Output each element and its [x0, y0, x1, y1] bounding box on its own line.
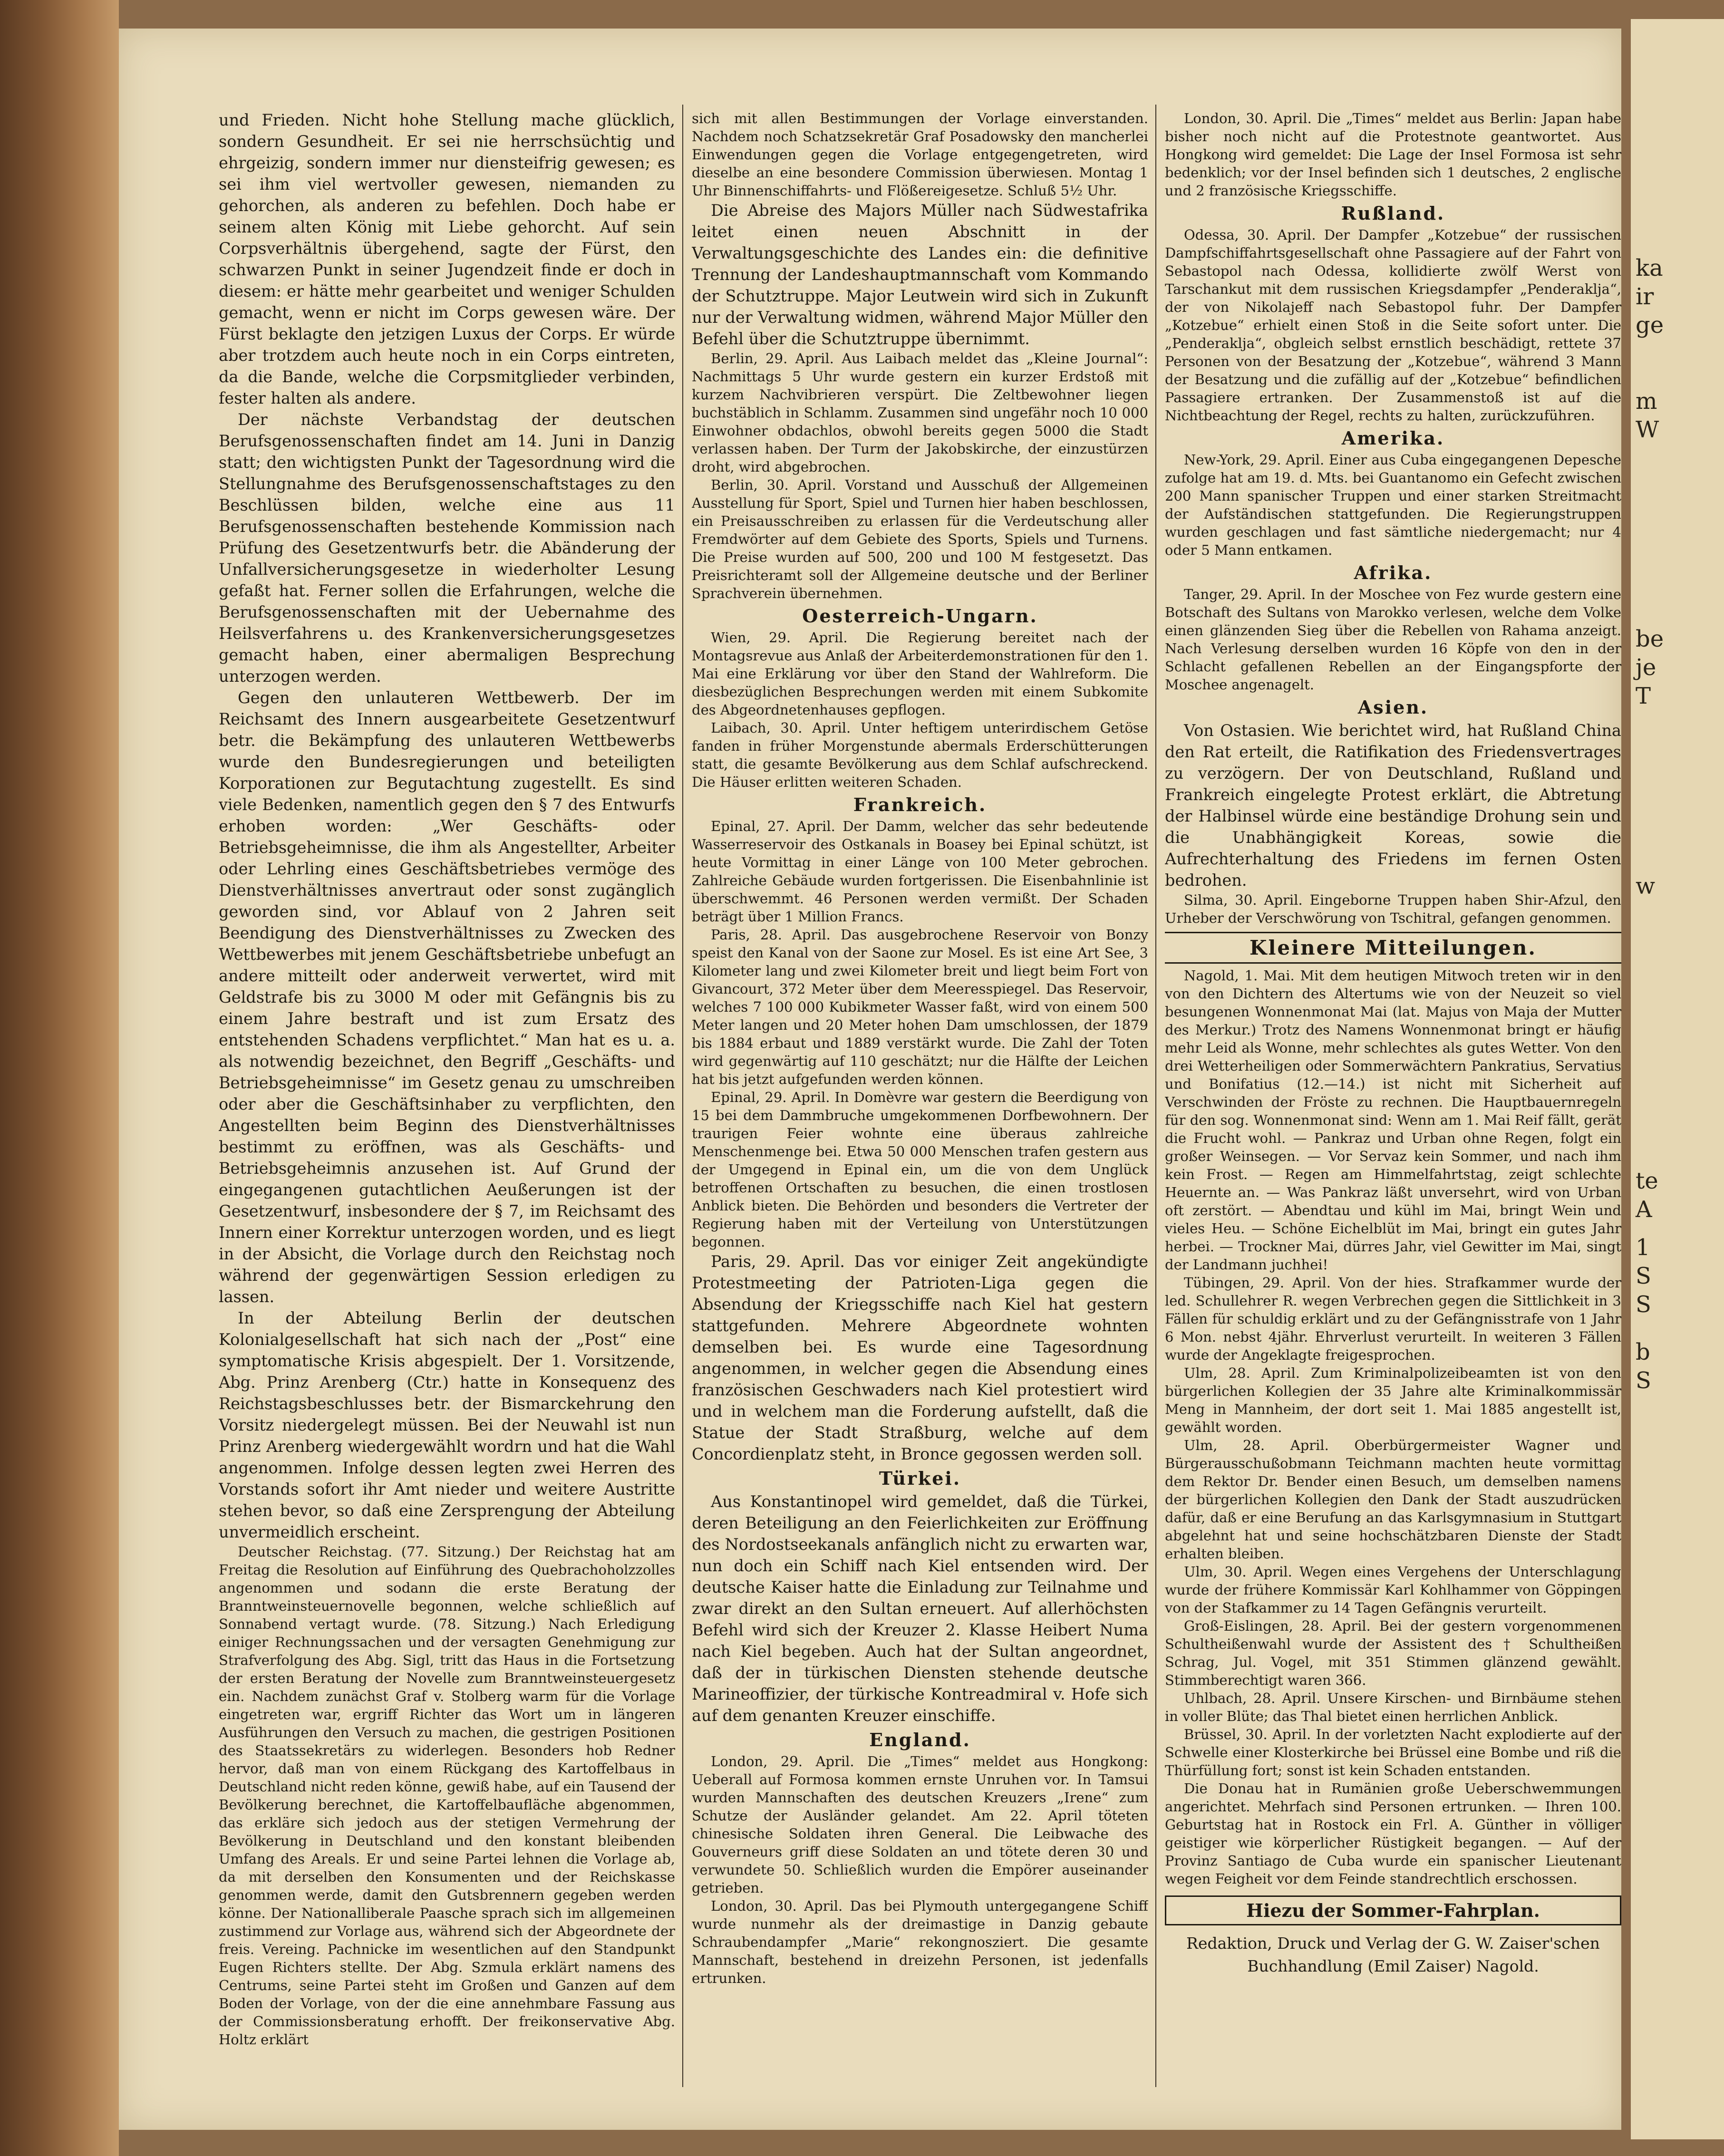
- article-col3-p8: Tübingen, 29. April. Von der hies. Strafkammer wurde der led. Schullehrer R. wegen Verbrechen gegen die Sittlichkeit in 3 Fällen für schuldig erklärt und zu der Gefängnisstrafe von 1 Jahr 6 Mon. nebst 4jähr. Ehrverlust verurteilt. In weiteren 3 Fällen wurde der Angeklagte freigesprochen.: [1165, 1275, 1621, 1363]
- section-heading-oesterreich: Oesterreich-Ungarn.: [802, 605, 1038, 627]
- article-col2-p13: London, 30. April. Das bei Plymouth untergegangene Schiff wurde nunmehr als der dreimastige in Danzig gebaute Schraubendampfer „Marie“ rekongnosziert. Die gesamte Mannschaft, bestehend in dreizehn Personen, ist jedenfalls ertrunken.: [692, 1898, 1148, 1986]
- next-page-fragment: be: [1636, 626, 1664, 652]
- next-page-fragment: je: [1636, 654, 1656, 681]
- next-page-fragment: w: [1636, 873, 1656, 899]
- article-col3-p5: Von Ostasien. Wie berichtet wird, hat Rußland China den Rat erteilt, die Ratifikation des Friedensvertrages zu verzögern. Der von Deutschland, Rußland und Frankreich eingelegte Protest erklärt, die Abtretung der Halbinsel würde eine beständige Drohung sein und die Unabhängigkeit Koreas, sowie die Aufrechterhaltung des Friedens im fernen Osten bedrohen.: [1165, 721, 1621, 889]
- article-col3-p13: Uhlbach, 28. April. Unsere Kirschen- und Birnbäume stehen in voller Blüte; das Thal bietet einen herrlichen Anblick.: [1165, 1690, 1621, 1724]
- article-col3-p3: New-York, 29. April. Einer aus Cuba eingegangenen Depesche zufolge hat am 19. d. Mts. bei Guantanomo ein Gefecht zwischen 200 Mann spanischer Truppen und einer starken Streitmacht der Aufständischen stattgefunden. Die Regierungstruppen wurden geschlagen und fast sämtliche niedergemacht; nur 4 oder 5 Mann entkamen.: [1165, 452, 1621, 558]
- article-col3-p2: Odessa, 30. April. Der Dampfer „Kotzebue“ der russischen Dampfschiffahrtsgesellschaft ohne Passagiere auf der Fahrt von Sebastopol nach Odessa, kollidierte zwölf Werst von Tarschankut mit dem russischen Kriegsdampfer „Penderaklja“, der von Nikolajeff nach Sebastopol fuhr. Der Dampfer „Kotzebue“ erhielt einen Stoß in die Seite sofort unter. Die „Penderaklja“, obgleich selbst ernstlich beschädigt, rettete 37 Personen von der Besatzung der „Kotzebue“, während 3 Mann der Besatzung und die zufällig auf der „Kotzebue“ befindlichen Passagiere ertranken. Der Zusammenstoß ist auf die Nichtbeachtung der Regel, rechts zu halten, zurückzuführen.: [1165, 227, 1621, 424]
- column-2: [692, 109, 1148, 2097]
- section-heading-frankreich: Frankreich.: [853, 794, 987, 815]
- book-binding-left: [0, 0, 119, 2156]
- article-col3-p10: Ulm, 28. April. Oberbürgermeister Wagner und Bürgerausschußobmann Teichmann machten heute vormittag dem Rektor Dr. Bender einen Besuch, um demselben namens der bürgerlichen Kollegien den Dank der Stadt auszudrücken dafür, daß er eine Berufung an das Karlsgymnasium in Stuttgart abgelehnt hat und seine hochschätzbaren Dienste der Stadt erhalten bleiben.: [1165, 1437, 1621, 1562]
- article-col2-p3: Berlin, 29. April. Aus Laibach meldet das „Kleine Journal“: Nachmittags 5 Uhr wurde gestern ein kurzer Erdstoß mit kurzem Nachvibrieren verspürt. Die Zeltbewohner liegen buchstäblich in Schlamm. Zusammen sind ungefähr noch 10 000 Einwohner obdachlos, obwohl bereits gegen 5000 die Stadt verlassen haben. Der Turm der Jakobskirche, der einzustürzen droht, wird abgebrochen.: [692, 350, 1148, 475]
- section-heading-russland: Rußland.: [1341, 203, 1445, 224]
- article-col1-p3: Gegen den unlauteren Wettbewerb. Der im Reichsamt des Innern ausgearbeitete Gesetzentwurf betr. die Bekämpfung des unlauteren Wettbewerbs wurde den Bundesregierungen und beteiligten Korporationen zur Begutachtung zugestellt. Es sind viele Bedenken, namentlich gegen den § 7 des Entwurfs erhoben worden: „Wer Geschäfts- oder Betriebsgeheimnisse, die ihm als Angestellter, Arbeiter oder Lehrling eines Geschäftsbetriebes vermöge des Dienstverhältnisses anvertraut oder sonst zugänglich geworden sind, vor Ablauf von 2 Jahren seit Beendigung des Dienstverhältnisses zu Zwecken des Wettbewerbes mit jenem Geschäftsbetriebe unbefugt an andere mitteilt oder anderweit verwertet, wird mit Geldstrafe bis zu 3000 M oder mit Gefängnis bis zu einem Jahre bestraft und ist zum Ersatz des entstehenden Schadens verpflichtet.“ Man hat es u. a. als notwendig bezeichnet, den Begriff „Geschäfts- und Betriebsgeheimnisse“ im Gesetz genau zu umschreiben oder aber die Geschäftsinhaber zu verpflichten, den Angestellten beim Beginn des Dienstverhältnisses bestimmt zu eröffnen, was als Geschäfts- und Betriebsgeheimnis anzusehen ist. Auf Grund der eingegangenen gutachtlichen Aeußerungen ist der Gesetzentwurf, insbesondere der § 7, im Reichsamt des Innern einer Korrektur unterzogen worden, und es liegt in der Absicht, die Vorlage durch den Reichstag noch während der gegenwärtigen Session erledigen zu lassen.: [219, 688, 675, 1306]
- section-heading-amerika: Amerika.: [1341, 427, 1445, 449]
- article-col1-p1: und Frieden. Nicht hohe Stellung mache glücklich, sondern Gesundheit. Er sei nie herrschsüchtig und ehrgeizig, sondern immer nur diensteifrig gewesen; es sei ihm viel wertvoller gewesen, niemanden zu gehorchen, als anderen zu befehlen. Doch habe er seinem alten König mit Liebe gehorcht. Auf sein Corpsverhältnis übergehend, sagte der Fürst, den schwarzen Punkt in seiner Jugendzeit finde er doch in diesem: er hätte mehr gearbeitet und weniger Schulden gemacht, wenn er nicht im Corps gewesen wäre. Der Fürst beklagte den jetzigen Luxus der Corps. Er würde aber trotzdem auch heute noch in ein Corps eintreten, da die Bande, welche die Corpsmitglieder verbinden, fester halten als andere.: [219, 111, 675, 407]
- article-col3-p14: Brüssel, 30. April. In der vorletzten Nacht explodierte auf der Schwelle einer Klosterkirche bei Brüssel eine Bombe und riß die Thürfüllung fort; sonst ist kein Schaden entstanden.: [1165, 1726, 1621, 1779]
- article-col3-p15: Die Donau hat in Rumänien große Ueberschwemmungen angerichtet. Mehrfach sind Personen ertrunken. — Ihren 100. Geburtstag hat in Rostock ein Frl. A. Günther in völliger geistiger wie körperlicher Rüstigkeit begangen. — Auf der Provinz Santiago de Cuba wurde ein spanischer Lieutenant wegen Feigheit vor dem Feinde standrechtlich erschossen.: [1165, 1780, 1621, 1887]
- article-col3-p7: Nagold, 1. Mai. Mit dem heutigen Mitwoch treten wir in den von den Dichtern des Altertums wie von der Neuzeit so viel besungenen Wonnenmonat Mai (lat. Majus von Maja der Mutter des Merkur.) Trotz des Namens Wonnenmonat bringt er häufig mehr Leid als Wonne, mehr schlechtes als gutes Wetter. Von den drei Wetterheiligen oder Sommerwächtern Pankratius, Servatius und Bonifatius (12.—14.) ist nicht mit Sicherheit auf Verschwinden der Fröste zu rechnen. Die Hauptbauernregeln für den sog. Wonnenmonat sind: Wenn am 1. Mai Reif fällt, gerät die Frucht wohl. — Pankraz und Urban ohne Regen, folgt ein großer Weinsegen. — Vor Servaz kein Sommer, und nach ihm kein Frost. — Regen am Himmelfahrtstag, zeigt schlechte Heuernte an. — Was Pankraz läßt unversehrt, wird von Urban oft zerstört. — Abendtau und kühl im Mai, bringt Wein und vieles Heu. — Schöne Eichelblüt im Mai, bringt ein gutes Jahr herbei. — Trockner Mai, dürres Jahr, viel Gewitter im Mai, singt der Landmann juchhei!: [1165, 967, 1621, 1273]
- article-col3-p9: Ulm, 28. April. Zum Kriminalpolizeibeamten ist von den bürgerlichen Kollegien der 35 Jahre alte Kriminalkommissär Meng in Mannheim, der dort seit 1. Mai 1885 angestellt ist, gewählt worden.: [1165, 1365, 1621, 1435]
- next-page-fragment: te: [1636, 1168, 1658, 1194]
- article-col3-p11: Ulm, 30. April. Wegen eines Vergehens der Unterschlagung wurde der frühere Kommissär Karl Kohlhammer von Göppingen von der Stafkammer zu 14 Tagen Gefängnis verurteilt.: [1165, 1564, 1621, 1616]
- article-col2-p4: Berlin, 30. April. Vorstand und Ausschuß der Allgemeinen Ausstellung für Sport, Spiel und Turnen hier haben beschlossen, ein Preisausschreiben zu erlassen für die Verdeutschung aller Fremdwörter auf dem Gebiete des Sports, Spiels und Turnens. Die Preise wurden auf 500, 200 und 100 M festgesetzt. Das Preisrichteramt soll der Allgemeine deutsche und der Berliner Sprachverein übernehmen.: [692, 477, 1148, 601]
- next-page-fragment: ge: [1636, 312, 1664, 338]
- article-col3-p12: Groß-Eislingen, 28. April. Bei der gestern vorgenommenen Schultheißenwahl wurde der Assistent des † Schultheißen Schrag, Jul. Vogel, mit 351 Stimmen glänzend gewählt. Stimmberechtigt waren 366.: [1165, 1618, 1621, 1688]
- next-page-edge: [1631, 19, 1724, 2139]
- section-heading-kleinere-mitteilungen: Kleinere Mitteilungen.: [1165, 932, 1621, 964]
- article-col2-p11: Aus Konstantinopel wird gemeldet, daß die Türkei, deren Beteiligung an den Feierlichkeiten zur Eröffnung des Nordostseekanals anfänglich nicht zu erwarten war, nun doch ein Schiff nach Kiel entsenden wird. Der deutsche Kaiser hatte die Einladung zur Teilnahme und zwar direkt an den Sultan erneuert. Auf allerhöchsten Befehl wird sich der Kreuzer 2. Klasse Heibert Numa nach Kiel begeben. Auch hat der Sultan angeordnet, daß der in türkischen Diensten stehende deutsche Marineoffizier, der türkische Kontreadmiral v. Hofe sich auf dem genanten Kreuzer einschiffe.: [692, 1492, 1148, 1725]
- section-heading-afrika: Afrika.: [1354, 562, 1433, 583]
- notice-sommer-fahrplan: Hiezu der Sommer-Fahrplan.: [1165, 1895, 1621, 1925]
- next-page-fragment: ir: [1636, 283, 1654, 310]
- article-col1-p4: In der Abteilung Berlin der deutschen Kolonialgesellschaft hat sich nach der „Post“ eine symptomatische Krisis abgespielt. Der 1. Vorsitzende, Abg. Prinz Arenberg (Ctr.) hatte in Konsequenz des Reichstagsbeschlusses betr. der Bismarckehrung den Vorsitz niedergelegt müssen. Bei der Neuwahl ist nun Prinz Arenberg wiedergewählt wordrn und hat die Wahl angenommen. Infolge dessen legten zwei Herren des Vorstands sofort ihr Amt nieder und weitere Austritte stehen bevor, so daß eine Zersprengung der Abteilung unvermeidlich erscheint.: [219, 1309, 675, 1541]
- section-heading-england: England.: [869, 1729, 971, 1750]
- next-page-fragment: W: [1636, 416, 1659, 443]
- next-page-fragment: T: [1636, 683, 1651, 709]
- section-heading-tuerkei: Türkei.: [879, 1468, 961, 1489]
- next-page-fragment: m: [1636, 388, 1657, 415]
- article-col2-p12: London, 29. April. Die „Times“ meldet aus Hongkong: Ueberall auf Formosa kommen ernste Unruhen vor. In Tamsui wurden Mannschaften des deutschen Kreuzers „Irene“ zum Schutze der Ausländer gelandet. Am 22. April töteten chinesische Soldaten ihren General. Die Leibwache des Gouverneurs griff diese Soldaten an und tötete deren 30 und verwundete 50. Schließlich wurden die Empörer auseinander getrieben.: [692, 1753, 1148, 1896]
- column-3: [1165, 109, 1621, 2097]
- article-col2-p7: Epinal, 27. April. Der Damm, welcher das sehr bedeutende Wasserreservoir des Ostkanals in Boasey bei Epinal schützt, ist heute Vormittag in einer Länge von 100 Meter gebrochen. Zahlreiche Gebäude wurden fortgerissen. Die Eisenbahnlinie ist überschwemmt. 46 Personen werden vermißt. Der Schaden beträgt über 1 Million Francs.: [692, 818, 1148, 925]
- imprint-line-1: Redaktion, Druck und Verlag der G. W. Zaiser'schen: [1186, 1934, 1600, 1953]
- article-col2-p8: Paris, 28. April. Das ausgebrochene Reservoir von Bonzy speist den Kanal von der Saone zur Mosel. Es ist eine Art See, 3 Kilometer lang und zwei Kilometer breit und liegt beim Fort von Givancourt, 372 Meter über dem Meeresspiegel. Das Reservoir, welches 7 100 000 Kubikmeter Wasser faßt, wird von einem 500 Meter langen und 20 Meter hohen Dam umschlossen, der 1879 bis 1884 erbaut und 1889 verstärkt wurde. Die Zahl der Toten wird gegenwärtig auf 110 geschätzt; nur die Hälfte der Leichen hat bis jetzt aufgefunden werden können.: [692, 927, 1148, 1087]
- article-col2-p5: Wien, 29. April. Die Regierung bereitet nach der Montagsrevue aus Anlaß der Arbeiterdemonstrationen für den 1. Mai eine Erklärung vor über den Stand der Wahlreform. Die diesbezüglichen Besprechungen werden mit einem Subkomite des Abgeordnetenhauses gepflogen.: [692, 629, 1148, 718]
- article-col2-p10: Paris, 29. April. Das vor einiger Zeit angekündigte Protestmeeting der Patrioten-Liga gegen die Absendung der Kriegsschiffe nach Kiel hat gestern stattgefunden. Mehrere Abgeordnete wohnten demselben bei. Es wurde eine Tagesordnung angenommen, in welcher gegen die Absendung eines französischen Geschwaders nach Kiel protestiert wird und in welchem man die Forderung aufstellt, daß die Statue der Stadt Straßburg, welche auf dem Concordienplatz steht, in Bronce gegossen werden soll.: [692, 1252, 1148, 1463]
- next-page-fragment: b: [1636, 1339, 1650, 1365]
- section-heading-asien: Asien.: [1357, 696, 1429, 718]
- column-divider-1: [682, 105, 683, 2087]
- next-page-fragment: 1: [1636, 1234, 1650, 1261]
- article-col2-p2: Die Abreise des Majors Müller nach Südwestafrika leitet einen neuen Abschnitt in der Verwaltungsgeschichte des Landes ein: die definitive Trennung der Landeshauptmannschaft vom Kommando der Schutztruppe. Major Leutwein wird sich in Zukunft nur der Verwaltung widmen, während Major Müller den Befehl über die Schutztruppe übernimmt.: [692, 201, 1148, 348]
- article-col1-p2: Der nächste Verbandstag der deutschen Berufsgenossenschaften findet am 14. Juni in Danzig statt; den wichtigsten Punkt der Tagesordnung wird die Stellungnahme des Berufsgenossenschaftstages zu den Beschlüssen bilden, welche eine aus 11 Berufsgenossenschaften bestehende Kommission nach Prüfung des Gesetzentwurfs betr. die Abänderung der Unfallversicherungsgesetze in wiederholter Lesung gefaßt hat. Ferner sollen die Erfahrungen, welche die Berufsgenossenschaften mit der Uebernahme des Heilsverfahrens u. des Krankenversicherungsgesetzes gemacht haben, einer abermaligen Besprechung unterzogen werden.: [219, 410, 675, 686]
- article-col3-p6: Silma, 30. April. Eingeborne Truppen haben Shir-Afzul, den Urheber der Verschwörung von Tschitral, gefangen genommen.: [1165, 892, 1621, 926]
- next-page-fragment: ka: [1636, 255, 1663, 281]
- next-page-fragment: S: [1636, 1367, 1651, 1394]
- newspaper-page: [119, 29, 1621, 2130]
- article-col3-p1: London, 30. April. Die „Times“ meldet aus Berlin: Japan habe bisher noch nicht auf die Protestnote geantwortet. Aus Hongkong wird gemeldet: Die Lage der Insel Formosa ist sehr bedenklich; vor der Insel befinden sich 1 deutsches, 2 englische und 2 französische Kriegsschiffe.: [1165, 110, 1621, 199]
- next-page-fragment: S: [1636, 1263, 1651, 1289]
- imprint-line-2: Buchhandlung (Emil Zaiser) Nagold.: [1247, 1957, 1539, 1975]
- article-col2-p9: Epinal, 29. April. In Domèvre war gestern die Beerdigung von 15 bei dem Dammbruche umgekommenen Dorfbewohnern. Der traurigen Feier wohnte eine überaus zahlreiche Menschenmenge bei. Etwa 50 000 Menschen trafen gestern aus der Umgegend in Epinal ein, um die von dem Unglück betroffenen Ortschaften zu besuchen, die einen trostlosen Anblick bieten. Die Behörden und besonders die Vertreter der Regierung haben mit der Verteilung von Unterstützungen begonnen.: [692, 1089, 1148, 1250]
- next-page-fragment: A: [1636, 1196, 1652, 1223]
- column-divider-2: [1155, 105, 1156, 2087]
- article-col3-p4: Tanger, 29. April. In der Moschee von Fez wurde gestern eine Botschaft des Sultans von Marokko verlesen, welche dem Volke einen glänzenden Sieg über die Rebellen von Rahama anzeigt. Nach Verlesung derselben wurden 16 Köpfe von den in der Schlacht gefallenen Rebellen an der Eingangspforte der Moschee angenagelt.: [1165, 586, 1621, 693]
- next-page-fragment: S: [1636, 1291, 1651, 1318]
- article-col1-p5: Deutscher Reichstag. (77. Sitzung.) Der Reichstag hat am Freitag die Resolution auf Einführung des Quebrachoholzzolles angenommen und sodann die erste Beratung der Branntweinsteuernovelle begonnen, welche schließlich auf Sonnabend vertagt wurde. (78. Sitzung.) Nach Erledigung einiger Rechnungssachen und der versagten Genehmigung zur Strafverfolgung des Abg. Sigl, tritt das Haus in die Fortsetzung der ersten Beratung der Novelle zum Branntweinsteuergesetz ein. Nachdem zunächst Graf v. Stolberg warm für die Vorlage eingetreten war, ergriff Richter das Wort um in längeren Ausführungen den Versuch zu machen, die gestrigen Positionen des Staatssekretärs zu widerlegen. Besonders hob Redner hervor, daß man von einem Rückgang des Kartoffelbaus in Deutschland nicht reden könne, gewiß habe, auf ein Tausend der Bevölkerung berechnet, die Kartoffelbaufläche abgenommen, das erkläre sich jedoch aus der stetigen Vermehrung der Bevölkerung in Deutschland und den konstant bleibenden Umfang des Areals. Er und seine Partei lehnen die Vorlage ab, da mit derselben den Konsumenten und der Reichskasse genommen werde, damit den Gutsbrennern gegeben werden könne. Der Nationalliberale Paasche sprach sich im allgemeinen zustimmend zur Vorlage aus, während sich der Abgeordnete der freis. Vereing. Pachnicke im wesentlichen auf den Standpunkt Eugen Richters stellte. Der Abg. Szmula erklärt namens des Centrums, seine Partei steht im Großen und Ganzen auf dem Boden der Vorlage, von der die eine annehmbare Fassung aus der Commissionsberatung erhofft. Der freikonservative Abg. Holtz erklärt: [219, 1544, 675, 2048]
- article-col2-p1: sich mit allen Bestimmungen der Vorlage einverstanden. Nachdem noch Schatzsekretär Graf Posadowsky den mancherlei Einwendungen gegen die Vorlage entgegengetreten, wird dieselbe an eine besondere Commission überwiesen. Montag 1 Uhr Binnenschiffahrts- und Flößereigesetze. Schluß 5½ Uhr.: [692, 110, 1148, 199]
- article-col2-p6: Laibach, 30. April. Unter heftigem unterirdischem Getöse fanden in früher Morgenstunde abermals Erderschütterungen statt, die gesamte Bevölkerung aus dem Schlaf aufschreckend. Die Häuser erlitten weiteren Schaden.: [692, 720, 1148, 790]
- column-1: [219, 109, 675, 2097]
